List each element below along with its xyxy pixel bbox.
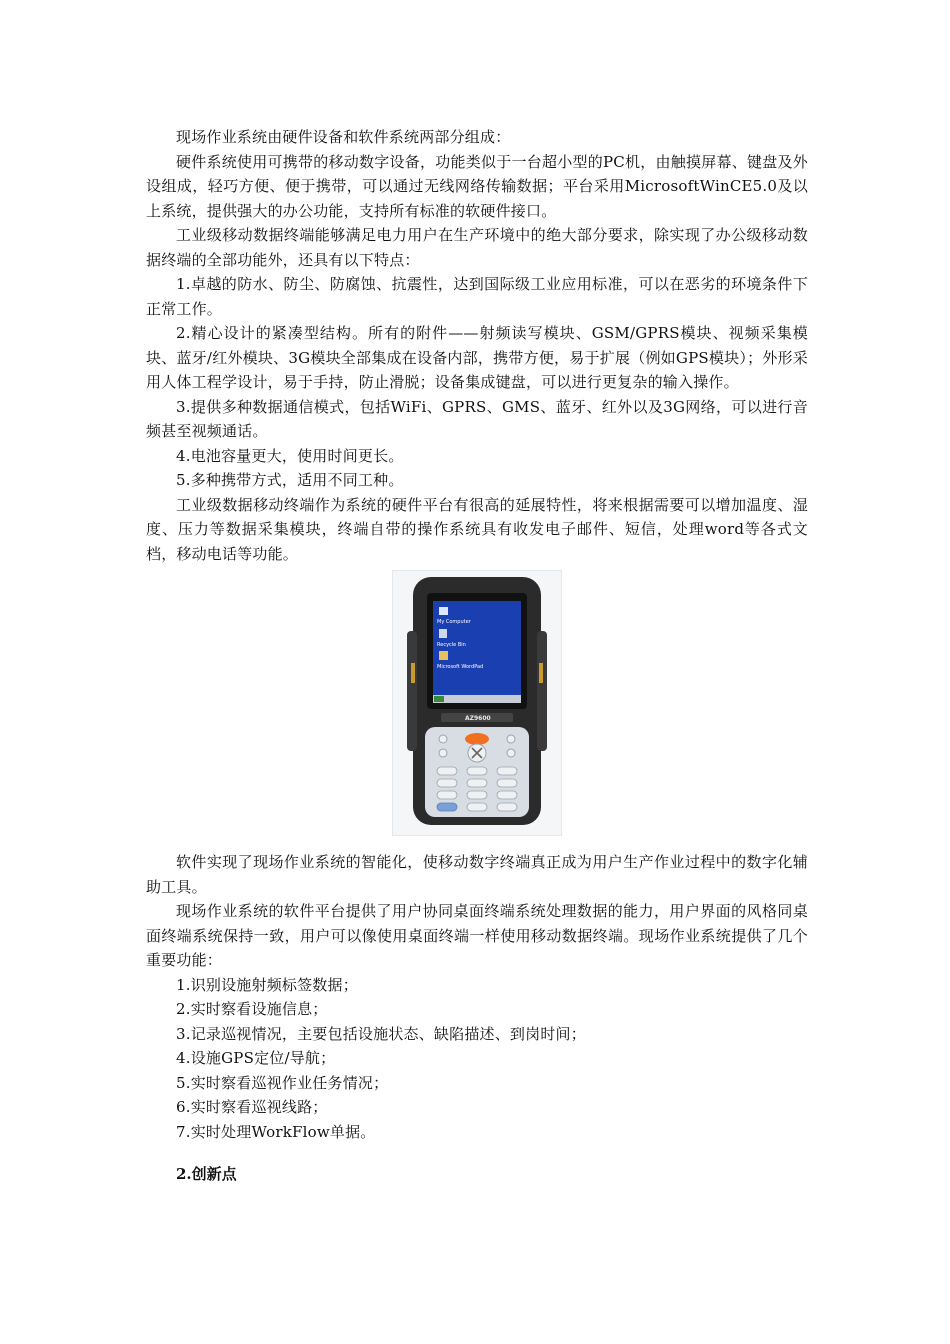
list-item: 2.实时察看设施信息； [176, 1000, 328, 1018]
side-button-icon [539, 663, 543, 683]
paragraph: 现场作业系统的软件平台提供了用户协同桌面终端系统处理数据的能力，用户界面的风格同桌面终端系统保持一致，用户可以像使用桌面终端一样使用移动数据终端。现场作业系统提供了几个重要功能： [146, 902, 808, 969]
list-item: 5.实时察看巡视作业任务情况； [176, 1073, 389, 1092]
paragraph: 软件实现了现场作业系统的智能化，使移动数字终端真正成为用户生产作业过程中的数字化辅助工具。 [146, 853, 808, 896]
handheld-terminal-illustration [393, 571, 561, 835]
wordpad-icon [439, 651, 448, 660]
function-key-icon [439, 735, 447, 743]
taskbar [433, 695, 521, 703]
paragraph: 工业级数据移动终端作为系统的硬件平台有很高的延展特性，将来根据需要可以增加温度、湿度、压力等数据采集模块，终端自带的操作系统具有收发电子邮件、短信，处理word等各式文档，移动电话等功能。 [146, 495, 808, 563]
enter-key-icon [465, 733, 489, 745]
computer-icon [439, 607, 448, 615]
list-item: 3.记录巡视情况，主要包括设施状态、缺陷描述、到岗时间； [176, 1024, 586, 1043]
paragraph: 1.卓越的防水、防尘、防腐蚀、抗震性，达到国际级工业应用标准，可以在恶劣的环境条件下正常工作。 [146, 275, 808, 318]
section-heading: 2.创新点 [176, 1165, 237, 1183]
paragraph: 2.精心设计的紧凑型结构。所有的附件——射频读写模块、GSM/GPRS模块、视频采集模块、蓝牙/红外模块、3G模块全部集成在设备内部，携带方便，易于扩展（例如GPS模块）；外形采用人体工程学设计，易于手持，防止滑脱；设备集成键盘，可以进行更复杂的输入操作。 [146, 324, 808, 391]
recycle-bin-icon [439, 629, 447, 638]
paragraph: 5.多种携带方式，适用不同工种。 [176, 471, 404, 489]
device-grip-left [407, 631, 417, 751]
device-grip-right [537, 631, 547, 751]
paragraph: 3.提供多种数据通信模式，包括WiFi、GPRS、GMS、蓝牙、红外以及3G网络，可以进行音频甚至视频通话。 [146, 397, 808, 440]
screen-icon-label: My Computer [437, 619, 471, 625]
side-button-icon [411, 663, 415, 683]
paragraph: 硬件系统使用可携带的移动数字设备，功能类似于一台超小型的PC机，由触摸屏幕、键盘及外设组成，轻巧方便、便于携带，可以通过无线网络传输数据；平台采用MicrosoftWinCE5.0及以上系统，提供强大的办公功能，支持所有标准的软硬件接口。 [146, 152, 808, 220]
list-item: 1.识别设施射频标签数据； [176, 975, 358, 994]
paragraph: 4.电池容量更大，使用时间更长。 [176, 446, 404, 465]
function-key-icon [507, 735, 515, 743]
call-key-icon [439, 749, 447, 757]
list-item: 4.设施GPS定位/导航； [176, 1049, 336, 1067]
device-figure [146, 570, 808, 836]
paragraph: 现场作业系统由硬件设备和软件系统两部分组成： [176, 128, 511, 146]
screen-icon-label: Microsoft WordPad [437, 664, 484, 670]
paragraphs-top [146, 125, 808, 566]
start-icon [434, 696, 444, 702]
end-key-icon [507, 749, 515, 757]
paragraphs-bottom [146, 850, 808, 1144]
list-item: 7.实时处理WorkFlow单据。 [176, 1122, 376, 1141]
screen-icon-label: Recycle Bin [437, 642, 466, 648]
brand-label: AZ9600 [465, 715, 491, 722]
paragraph: 工业级移动数据终端能够满足电力用户在生产环境中的绝大部分要求，除实现了办公级移动数据终端的全部功能外，还具有以下特点： [146, 226, 808, 269]
handheld-terminal-image [392, 570, 562, 836]
list-item: 6.实时察看巡视线路； [176, 1098, 328, 1116]
document-page [146, 125, 808, 1186]
